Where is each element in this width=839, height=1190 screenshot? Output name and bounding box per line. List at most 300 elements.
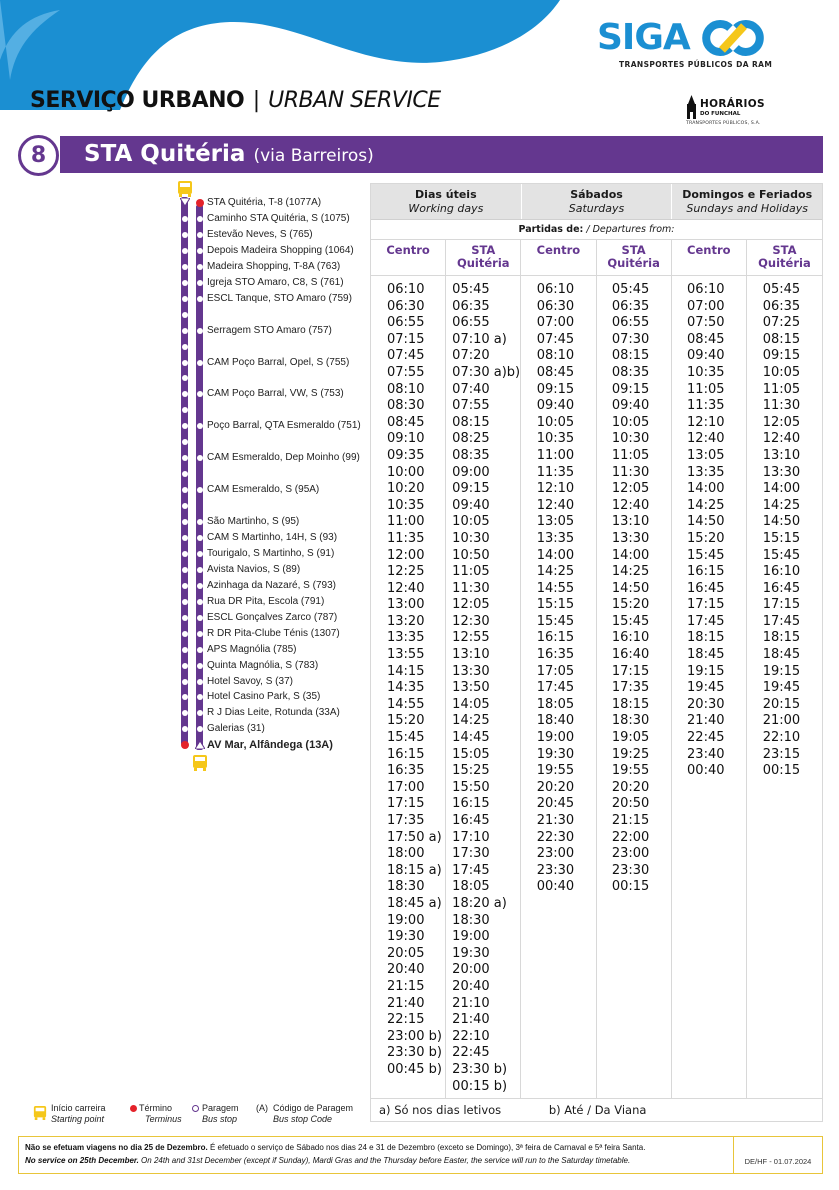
departure-time: 20:00	[452, 962, 490, 978]
timetable-column	[371, 240, 446, 1098]
departure-time: 00:15 b)	[452, 1078, 508, 1094]
outbound-stop-dot-icon	[182, 503, 188, 509]
departure-time: 19:45	[687, 680, 725, 696]
departure-time: 00:40	[687, 763, 725, 779]
group-label-en: Working days	[408, 202, 484, 215]
departure-time: 17:45	[452, 862, 490, 878]
outbound-stop-dot-icon	[182, 583, 188, 589]
inbound-stop-dot-icon	[197, 519, 203, 525]
departure-time: 17:05	[536, 663, 575, 679]
departure-time: 11:05	[762, 381, 801, 397]
departure-time: 12:40	[611, 497, 650, 513]
departure-time: 08:30	[387, 398, 425, 414]
departure-time: 20:20	[611, 779, 650, 795]
departure-time: 14:35	[387, 680, 425, 696]
inbound-stop-dot-icon	[197, 535, 203, 541]
inbound-stop-dot-icon	[197, 726, 203, 732]
departure-time: 15:20	[611, 597, 650, 613]
departure-time: 13:30	[611, 530, 650, 546]
inbound-stop: ESCL Gonçalves Zarco (787)	[207, 611, 338, 623]
departure-time: 19:15	[762, 663, 801, 679]
outbound-start-triangle-icon	[180, 198, 190, 206]
departure-time: 19:30	[452, 945, 490, 961]
departure-time: 17:10	[452, 829, 490, 845]
footer-pt-rest: É efetuado o serviço de Sábado nos dias 24 e 31 de Dezembro (exceto se Domingo), 3ª feira de Carnaval e 5ª feira Santa.	[207, 1143, 646, 1152]
inbound-stop-dot-icon	[197, 216, 203, 222]
departure-time: 09:10	[387, 431, 425, 447]
outbound-stop-dot-icon	[182, 423, 188, 429]
departure-time: 19:55	[611, 763, 650, 779]
departure-time: 10:50	[452, 547, 490, 563]
departure-time: 18:15	[611, 696, 650, 712]
timetable-columns	[371, 240, 822, 1098]
departure-time: 10:05	[536, 414, 575, 430]
departure-time: 06:35	[611, 298, 650, 314]
departure-time: 10:35	[687, 364, 725, 380]
departure-time: 20:20	[536, 779, 575, 795]
departure-time: 15:45	[536, 613, 575, 629]
horarios-title: HORÁRIOS	[700, 98, 765, 110]
inbound-stop-dot-icon	[197, 599, 203, 605]
departure-time: 05:45	[762, 282, 801, 297]
departure-time: 10:20	[387, 481, 425, 497]
departure-time: 05:45	[452, 282, 490, 297]
departure-time: 20:40	[387, 962, 425, 978]
departure-time: 21:30	[536, 813, 575, 828]
departure-time: 13:05	[536, 514, 575, 530]
outbound-stop-dot-icon	[182, 694, 188, 700]
outbound-stop-dot-icon	[182, 328, 188, 334]
inbound-stop: STA Quitéria, T-8 (1077A)	[207, 197, 322, 208]
departure-time: 14:25	[611, 564, 650, 580]
inbound-stop: Igreja STO Amaro, C8, S (761)	[207, 276, 344, 288]
departure-time: 13:35	[536, 530, 575, 546]
departure-time: 19:00	[452, 929, 490, 945]
inbound-stop: CAM Poço Barral, Opel, S (755)	[207, 356, 350, 368]
outbound-stop-dot-icon	[182, 599, 188, 605]
outbound-stop-dot-icon	[182, 726, 188, 732]
departure-time: 17:45	[687, 613, 725, 629]
document-code: DE/HF - 01.07.2024	[744, 1157, 812, 1166]
inbound-stop: Caminho STA Quitéria, S (1075)	[207, 212, 350, 224]
route-via: (via Barreiros)	[253, 146, 374, 166]
departure-time: 11:30	[611, 464, 650, 480]
departure-time: 09:15	[611, 381, 650, 397]
departure-time: 08:10	[387, 381, 425, 397]
outbound-terminus-dot-icon	[181, 741, 189, 749]
service-title-separator: |	[252, 88, 260, 113]
departure-time: 13:10	[452, 647, 490, 663]
departure-time: 13:30	[762, 464, 801, 480]
departure-time: 19:15	[687, 663, 725, 679]
departure-time: 18:45	[762, 647, 801, 663]
departure-time: 10:00	[387, 464, 425, 480]
inbound-stop: CAM Esmeraldo, S (95A)	[207, 484, 320, 496]
inbound-stop: CAM Esmeraldo, Dep Moinho (99)	[207, 452, 360, 464]
note-a: a) Só nos dias letivos	[379, 1103, 502, 1117]
departure-time: 08:15	[611, 348, 650, 364]
departure-time: 12:40	[387, 580, 425, 596]
outbound-stop-dot-icon	[182, 439, 188, 445]
legend-code-en: Bus stop Code	[273, 1114, 333, 1124]
departure-time: 16:10	[611, 630, 650, 646]
inbound-stop: Serragem STO Amaro (757)	[207, 324, 332, 336]
outbound-stop-dot-icon	[182, 519, 188, 525]
departure-time: 12:30	[452, 613, 490, 629]
departure-time: 16:35	[387, 763, 425, 779]
legend-bus-stop-ring-icon	[192, 1105, 199, 1112]
inbound-stop-dot-icon	[197, 280, 203, 286]
departure-time: 13:50	[452, 680, 490, 696]
legend-bus-icon	[33, 1105, 47, 1121]
column-header: Centro	[371, 240, 445, 276]
outbound-stop-dot-icon	[182, 232, 188, 238]
departure-time: 11:35	[687, 398, 725, 414]
outbound-stop-dot-icon	[182, 535, 188, 541]
route-number-badge: 8	[18, 135, 59, 176]
inbound-stop-dot-icon	[197, 647, 203, 653]
departure-time: 14:25	[687, 497, 725, 513]
inbound-stop-dot-icon	[197, 567, 203, 573]
inbound-stop-dot-icon	[197, 423, 203, 429]
departure-time: 21:15	[611, 813, 650, 828]
outbound-stop-dot-icon	[182, 615, 188, 621]
legend-code-pt: Código de Paragem	[273, 1103, 354, 1113]
group-sundays-holidays	[672, 184, 822, 219]
departure-time: 07:00	[536, 315, 575, 331]
inbound-stop-dot-icon	[197, 455, 203, 461]
departures-label-pt: Partidas de:	[518, 224, 584, 235]
departure-time: 06:10	[687, 282, 725, 297]
timetable-column	[747, 240, 822, 1098]
departure-time: 11:05	[687, 381, 725, 397]
departure-time: 09:40	[687, 348, 725, 364]
inbound-stop: Quinta Magnólia, S (783)	[207, 659, 319, 671]
departure-time: 14:50	[687, 514, 725, 530]
departure-time: 16:15	[387, 746, 425, 762]
legend-start-pt: Início carreira	[51, 1103, 106, 1113]
departure-time: 14:05	[452, 696, 490, 712]
departure-time: 21:40	[687, 713, 725, 729]
inbound-stop-dot-icon	[197, 328, 203, 334]
departure-time: 08:10	[536, 348, 575, 364]
inbound-stop: Depois Madeira Shopping (1064)	[207, 244, 354, 256]
departure-time: 17:00	[387, 779, 425, 795]
inbound-stop: Galerias (31)	[207, 723, 265, 735]
departure-time: 16:40	[611, 647, 650, 663]
departure-time: 17:45	[762, 613, 801, 629]
inbound-end-triangle-icon	[195, 741, 205, 749]
departure-time: 22:10	[452, 1028, 490, 1044]
departure-time: 18:05	[452, 879, 490, 895]
departure-times-list	[521, 276, 595, 1098]
departure-time: 15:45	[687, 547, 725, 563]
departure-times-list	[672, 276, 746, 1098]
departure-time: 07:30 a)b)	[452, 364, 521, 380]
departure-time: 09:15	[452, 481, 490, 497]
outbound-stop-dot-icon	[182, 391, 188, 397]
departure-time: 10:05	[611, 414, 650, 430]
departure-time: 10:30	[452, 530, 490, 546]
departure-time: 23:30 b)	[387, 1045, 442, 1061]
group-label-pt: Domingos e Feriados	[682, 188, 813, 201]
route-name	[84, 139, 374, 171]
inbound-stop: Avista Navios, S (89)	[207, 563, 301, 575]
departure-time: 09:15	[536, 381, 575, 397]
departure-time: 17:50 a)	[387, 829, 442, 845]
legend-terminus-pt: Término	[139, 1103, 173, 1113]
outbound-stop-dot-icon	[182, 407, 188, 413]
siga-loop-icon	[700, 20, 766, 56]
legend-stop-en: Bus stop	[202, 1114, 238, 1124]
departure-time: 19:00	[387, 912, 425, 928]
departure-time: 08:45	[687, 331, 725, 347]
group-label-pt: Sábados	[570, 188, 623, 201]
departure-time: 17:35	[387, 813, 425, 828]
inbound-terminus-dot-icon	[196, 199, 204, 207]
departure-time: 22:30	[536, 829, 575, 845]
departure-time: 00:15	[611, 879, 650, 895]
departure-time: 14:50	[611, 580, 650, 596]
departure-time: 16:35	[536, 647, 575, 663]
inbound-stop-dot-icon	[197, 631, 203, 637]
departure-time: 21:10	[452, 995, 490, 1011]
departure-time: 15:45	[762, 547, 801, 563]
siga-tagline: TRANSPORTES PÚBLICOS DA RAM	[619, 60, 773, 69]
departure-time: 23:30	[611, 862, 650, 878]
departure-time: 07:30	[611, 331, 650, 347]
departure-time: 18:40	[536, 713, 575, 729]
inbound-stop-dot-icon	[197, 551, 203, 557]
departure-time: 13:10	[611, 514, 650, 530]
departure-time: 22:45	[452, 1045, 490, 1061]
departure-times-list	[747, 276, 822, 1098]
departure-time: 07:15	[387, 331, 425, 347]
departure-time: 19:30	[387, 929, 425, 945]
departure-time: 23:30 b)	[452, 1061, 508, 1077]
departure-time: 22:15	[387, 1012, 425, 1028]
departure-time: 08:45	[387, 414, 425, 430]
inbound-stop: Azinhaga da Nazaré, S (793)	[207, 579, 336, 591]
departure-time: 17:15	[387, 796, 425, 812]
departure-time: 09:40	[611, 398, 650, 414]
departure-time: 14:55	[387, 696, 425, 712]
departure-time: 10:05	[762, 364, 801, 380]
departure-time: 16:15	[452, 796, 490, 812]
departure-time: 13:20	[387, 613, 425, 629]
column-header: STA Quitéria	[597, 240, 671, 276]
legend-stop-code	[273, 1103, 353, 1125]
timetable-notes	[371, 1098, 822, 1121]
inbound-stop: São Martinho, S (95)	[207, 516, 300, 527]
inbound-stop-dot-icon	[197, 391, 203, 397]
inbound-stop-dot-icon	[197, 487, 203, 493]
legend-terminus-dot-icon	[130, 1105, 137, 1112]
departure-time: 14:45	[452, 730, 490, 746]
departure-time: 14:25	[762, 497, 801, 513]
departure-time: 11:35	[536, 464, 575, 480]
inbound-stop: Rua DR Pita, Escola (791)	[207, 595, 325, 607]
departure-time: 13:35	[687, 464, 725, 480]
departure-time: 17:15	[611, 663, 650, 679]
departure-time: 16:10	[762, 564, 801, 580]
departure-time: 15:20	[387, 713, 425, 729]
outbound-stop-dot-icon	[182, 710, 188, 716]
inbound-stop: CAM Poço Barral, VW, S (753)	[207, 388, 344, 400]
departure-time: 11:05	[611, 447, 650, 463]
departure-time: 10:35	[536, 431, 575, 447]
inbound-stop: Madeira Shopping, T-8A (763)	[207, 260, 341, 272]
horarios-company: TRANSPORTES PÚBLICOS, S.A.	[686, 121, 761, 126]
departure-time: 16:45	[452, 813, 490, 828]
departure-time: 12:10	[536, 481, 575, 497]
departure-time: 20:45	[536, 796, 575, 812]
column-header: STA Quitéria	[747, 240, 822, 276]
outbound-stop-dot-icon	[182, 471, 188, 477]
outbound-stop-dot-icon	[182, 663, 188, 669]
departure-time: 19:25	[611, 746, 650, 762]
departure-time: 17:45	[536, 680, 575, 696]
departure-time: 15:50	[452, 779, 490, 795]
departure-time: 00:15	[762, 763, 801, 779]
timetable	[370, 183, 823, 1122]
departure-time: 11:00	[536, 447, 575, 463]
inbound-stop: R J Dias Leite, Rotunda (33A)	[207, 707, 340, 719]
departure-time: 17:15	[687, 597, 725, 613]
departure-time: 22:45	[687, 730, 725, 746]
departure-time: 07:40	[452, 381, 490, 397]
inbound-stop-dot-icon	[197, 360, 203, 366]
departure-time: 23:30	[536, 862, 575, 878]
horarios-subtitle: DO FUNCHAL	[700, 111, 741, 117]
timetable-column	[672, 240, 747, 1098]
departures-from-label	[371, 220, 822, 240]
departure-time: 16:15	[687, 564, 725, 580]
outbound-stop-dot-icon	[182, 216, 188, 222]
departure-time: 15:15	[536, 597, 575, 613]
departure-time: 15:45	[387, 730, 425, 746]
group-label-en: Sundays and Holidays	[686, 202, 808, 215]
inbound-stop: Poço Barral, QTA Esmeraldo (751)	[207, 420, 361, 432]
inbound-stop: Tourigalo, S Martinho, S (91)	[207, 547, 335, 559]
footer-notice	[18, 1136, 823, 1174]
departure-time: 23:15	[762, 746, 801, 762]
departure-time: 12:05	[762, 414, 801, 430]
outbound-stop-dot-icon	[182, 455, 188, 461]
departure-time: 07:00	[687, 298, 725, 314]
departure-time: 09:40	[536, 398, 575, 414]
departure-time: 06:55	[452, 315, 490, 331]
outbound-stop-dot-icon	[182, 296, 188, 302]
departure-time: 12:00	[387, 547, 425, 563]
departure-time: 15:20	[687, 530, 725, 546]
departure-time: 11:05	[452, 564, 490, 580]
inbound-stop-dot-icon	[197, 248, 203, 254]
departure-time: 10:30	[611, 431, 650, 447]
departure-time: 09:35	[387, 447, 425, 463]
departure-time: 08:35	[452, 447, 490, 463]
inbound-stop: Estevão Neves, S (765)	[207, 228, 313, 240]
departure-time: 09:00	[452, 464, 490, 480]
column-header: STA Quitéria	[446, 240, 520, 276]
departure-time: 16:45	[687, 580, 725, 596]
departure-time: 15:25	[452, 763, 490, 779]
departure-time: 19:45	[762, 680, 801, 696]
departure-time: 12:05	[611, 481, 650, 497]
departure-time: 19:30	[536, 746, 575, 762]
outbound-stop-dot-icon	[182, 679, 188, 685]
group-label-pt: Dias úteis	[415, 188, 477, 201]
departure-time: 18:45	[687, 647, 725, 663]
inbound-stop: AV Mar, Alfândega (13A)	[207, 739, 333, 752]
column-header: Centro	[521, 240, 595, 276]
footer-line-pt	[25, 1141, 727, 1154]
departure-time: 13:30	[452, 663, 490, 679]
timetable-day-groups	[371, 184, 822, 220]
departure-time: 23:00 b)	[387, 1028, 442, 1044]
departures-label-en: / Departures from:	[586, 224, 675, 235]
departure-time: 15:15	[762, 530, 801, 546]
departure-time: 06:10	[536, 282, 575, 297]
bus-start-icon	[177, 180, 193, 198]
legend-start-en: Starting point	[51, 1114, 105, 1124]
departure-time: 07:20	[452, 348, 490, 364]
departure-time: 19:55	[536, 763, 575, 779]
departure-time: 22:10	[762, 730, 801, 746]
departure-time: 21:40	[452, 1012, 490, 1028]
departure-time: 09:15	[762, 348, 801, 364]
footer-pt-bold: Não se efetuam viagens no dia 25 de Dezembro.	[25, 1143, 208, 1152]
footer-en-bold: No service on 25th December.	[25, 1156, 139, 1165]
departure-time: 18:45 a)	[387, 895, 442, 911]
departure-time: 23:00	[611, 846, 650, 862]
departure-time: 19:05	[611, 730, 650, 746]
departure-time: 17:35	[611, 680, 650, 696]
inbound-stop-dot-icon	[197, 615, 203, 621]
departure-time: 08:15	[762, 331, 801, 347]
departure-time: 11:30	[762, 398, 801, 414]
inbound-stop-dot-icon	[197, 232, 203, 238]
outbound-stop-dot-icon	[182, 567, 188, 573]
service-title	[30, 88, 441, 113]
outbound-stop-dot-icon	[182, 280, 188, 286]
departure-time: 17:15	[762, 597, 801, 613]
footer-line-en	[25, 1154, 727, 1167]
inbound-stop-dot-icon	[197, 679, 203, 685]
departure-time: 12:25	[387, 564, 425, 580]
departure-time: 07:45	[387, 348, 425, 364]
departure-time: 14:25	[536, 564, 575, 580]
column-header: Centro	[672, 240, 746, 276]
departure-time: 07:55	[452, 398, 490, 414]
inbound-stop: Hotel Casino Park, S (35)	[207, 691, 321, 703]
departure-times-list	[371, 276, 445, 1098]
outbound-stop-dot-icon	[182, 375, 188, 381]
departure-time: 16:15	[536, 630, 575, 646]
tower-icon	[686, 95, 697, 119]
outbound-stop-dot-icon	[182, 264, 188, 270]
inbound-stop: APS Magnólia (785)	[207, 643, 297, 655]
departure-time: 06:35	[452, 298, 490, 314]
departure-time: 21:40	[387, 995, 425, 1011]
departure-time: 14:00	[611, 547, 650, 563]
departure-time: 20:05	[387, 945, 425, 961]
departure-time: 14:25	[452, 713, 490, 729]
departure-time: 06:30	[387, 298, 425, 314]
departure-time: 08:45	[536, 364, 575, 380]
inbound-stop: R DR Pita-Clube Ténis (1307)	[207, 627, 340, 639]
departure-time: 08:35	[611, 364, 650, 380]
